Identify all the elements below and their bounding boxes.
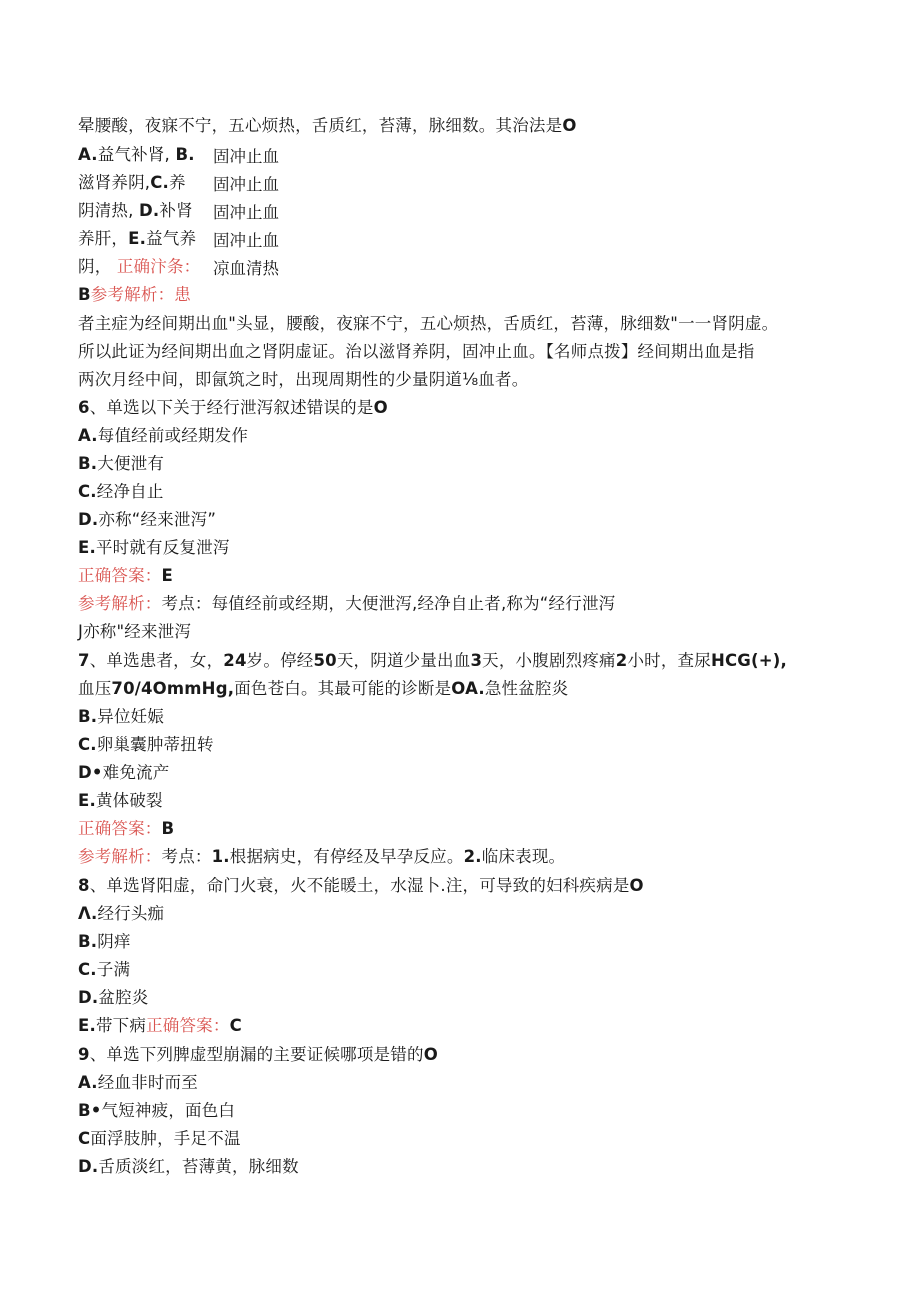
question-number: 9 [78, 1045, 90, 1064]
option-letter: E. [78, 1016, 96, 1035]
option-text: 盆腔炎 [98, 988, 149, 1007]
option-text: 急性盆腔炎 [484, 679, 569, 698]
analysis-label: 参考解析： [78, 847, 162, 866]
text: O [562, 116, 577, 135]
text: 2. [463, 847, 482, 866]
right-column-text: 固冲止血 [213, 231, 279, 250]
question-9-stem [78, 1044, 438, 1066]
text: 阴， [78, 257, 112, 276]
q8-option-c [78, 959, 130, 981]
q8-option-d [78, 987, 148, 1009]
option-letter: D• [78, 763, 103, 782]
q7-option-b [78, 706, 164, 728]
q7-option-e [78, 790, 163, 812]
intro-line-4 [78, 200, 193, 222]
q6-option-c [78, 481, 164, 503]
option-text: 黄体破裂 [95, 791, 163, 810]
q9-option-b [78, 1100, 235, 1122]
intro-line-3 [78, 172, 186, 194]
text: 补肾 [159, 201, 193, 220]
intro-line-9: 所以此证为经间期出血之肾阴虚证。治以滋肾养阴，固冲止血。【名师点拨】经间期出血是指 [78, 342, 755, 361]
right-column-text: 固冲止血 [213, 175, 279, 194]
option-text: 益气补肾, [97, 145, 170, 164]
question-number: 8 [78, 876, 90, 895]
option-letter: D. [78, 1157, 99, 1176]
option-text: 气短神疲，面色白 [101, 1101, 236, 1120]
text: 70/4OmmHg, [111, 679, 235, 698]
option-letter: B. [78, 454, 98, 473]
question-8-stem [78, 875, 644, 897]
text: 滋肾养阴, [78, 173, 151, 192]
intro-line-7 [78, 284, 191, 306]
intro-line-1 [78, 115, 577, 137]
option-letter: C. [78, 960, 97, 979]
question-text: 、单选肾阳虚，命门火衰，火不能暖土，水湿卜.注，可导致的妇科疾病是 [89, 876, 630, 895]
option-text: 舌质淡红，苔薄黄，脉细数 [98, 1157, 299, 1176]
option-text: 经血非时而至 [97, 1073, 198, 1092]
option-letter: D. [139, 201, 160, 220]
q7-answer [78, 818, 174, 840]
answer-label: 正确答案： [78, 566, 162, 585]
question-number: 7 [78, 651, 90, 670]
question-text: 、单选以下关于经行泄泻叙述错误的是 [89, 398, 374, 417]
text: 小时，查尿 [627, 651, 711, 670]
text: 、单选患者，女， [89, 651, 224, 670]
option-letter: E. [128, 229, 147, 248]
option-letter: B. [78, 707, 98, 726]
q9-option-a [78, 1072, 198, 1094]
right-column-text: 凉血清热 [213, 259, 279, 278]
option-text: 难免流产 [102, 763, 170, 782]
option-text: 平时就有反复泄泻 [95, 538, 230, 557]
option-letter: D. [78, 988, 99, 1007]
intro-line-6 [78, 256, 200, 278]
answer-label: 正确答案： [146, 1016, 230, 1035]
option-letter: B• [78, 1101, 102, 1120]
q7-analysis [78, 846, 565, 868]
analysis-text: 考点：每值经前或经期，大便泄泻,经净自止者,称为“经行泄泻 [161, 594, 616, 613]
text: O [373, 398, 388, 417]
intro-line-5 [78, 228, 196, 250]
option-text: 亦称“经来泄泻” [98, 510, 217, 529]
q7-option-c [78, 734, 214, 756]
text: 岁。停经 [246, 651, 314, 670]
text: 晕腰酸，夜寐不宁，五心烦热，舌质红，苔薄，脉细数。其治法是 [78, 116, 563, 135]
option-letter: Λ. [78, 904, 98, 923]
intro-line-2 [78, 144, 195, 166]
option-letter: E. [78, 538, 96, 557]
text: 益气养 [146, 229, 197, 248]
option-letter: D. [78, 510, 99, 529]
text: O [629, 876, 644, 895]
q6-option-e [78, 537, 230, 559]
text: 血压 [78, 679, 112, 698]
text: 3 [470, 651, 483, 670]
question-7-stem-2 [78, 678, 568, 700]
right-column-text: 固冲止血 [213, 203, 279, 222]
intro-line-10: 两次月经中间，即氤筑之时，出现周期性的少量阴道⅛血者。 [78, 370, 529, 389]
q6-analysis [78, 593, 615, 615]
option-letter: A. [78, 426, 98, 445]
analysis-text: 根据病史，有停经及早孕反应。 [229, 847, 464, 866]
answer-value: B [78, 285, 91, 304]
option-text: 经行头痂 [97, 904, 165, 923]
option-letter: A. [78, 145, 98, 164]
option-letter: B. [78, 932, 98, 951]
answer-value: B [161, 819, 175, 838]
option-letter: C. [150, 173, 170, 192]
text: 50 [313, 651, 337, 670]
q8-option-e-answer [78, 1015, 242, 1037]
answer-value: E [161, 566, 173, 585]
text: 阴清热, [78, 201, 134, 220]
text: 2 [615, 651, 628, 670]
answer-value: C [229, 1016, 242, 1035]
option-letter: E. [78, 791, 96, 810]
q6-option-d [78, 509, 216, 531]
analysis-label: 参考解析： [78, 594, 162, 613]
q8-option-b [78, 931, 131, 953]
answer-label: 正确汴条： [116, 257, 201, 276]
option-text: 经净自止 [96, 482, 164, 501]
text: 养 [169, 173, 186, 192]
analysis-text: 考点： [161, 847, 212, 866]
text: 1. [211, 847, 230, 866]
answer-label: 正确答案： [78, 819, 162, 838]
analysis-label: 参考解析：患 [90, 285, 191, 304]
option-text: 异位妊娠 [97, 707, 165, 726]
text: 天，小腹剧烈疼痛 [482, 651, 616, 670]
q6-option-b [78, 453, 164, 475]
option-letter: C. [78, 482, 97, 501]
q6-answer [78, 565, 173, 587]
option-text: 每值经前或经期发作 [97, 426, 249, 445]
text: 面色苍白。其最可能的诊断是 [234, 679, 452, 698]
intro-line-8: 者主症为经间期出血"头显，腰酸，夜寐不宁，五心烦热，舌质红，苔薄，脉细数"一一肾阴虚。 [78, 314, 779, 333]
text: 24 [223, 651, 247, 670]
option-text: 大便泄有 [97, 454, 165, 473]
option-text: 面浮肢肿，手足不温 [90, 1129, 241, 1148]
option-text: 子满 [96, 960, 131, 979]
option-letter: C. [78, 735, 97, 754]
text: 养肝， [78, 229, 129, 248]
option-text: 卵巢囊肿蒂扭转 [96, 735, 214, 754]
q6-option-a [78, 425, 248, 447]
option-letter: B. [175, 145, 195, 164]
text: HCG(+), [710, 651, 787, 670]
text: O [423, 1045, 438, 1064]
option-letter: OA. [451, 679, 485, 698]
question-number: 6 [78, 398, 90, 417]
option-letter: C [78, 1129, 91, 1148]
option-text: 阴痒 [97, 932, 131, 951]
question-text: 、单选下列脾虚型崩漏的主要证候哪项是错的 [89, 1045, 424, 1064]
text: 天，阴道少量出血 [336, 651, 471, 670]
question-7-stem-1 [78, 650, 787, 672]
q9-option-d [78, 1156, 299, 1178]
option-text: 带下病 [95, 1016, 147, 1035]
right-column-text: 固冲止血 [213, 147, 279, 166]
q6-analysis-cont: J亦称"经来泄泻 [78, 622, 192, 641]
q9-option-c [78, 1128, 241, 1150]
analysis-text: 临床表现。 [481, 847, 566, 866]
q8-option-a [78, 903, 164, 925]
question-6-stem [78, 397, 388, 419]
option-letter: A. [78, 1073, 98, 1092]
q7-option-d [78, 762, 169, 784]
